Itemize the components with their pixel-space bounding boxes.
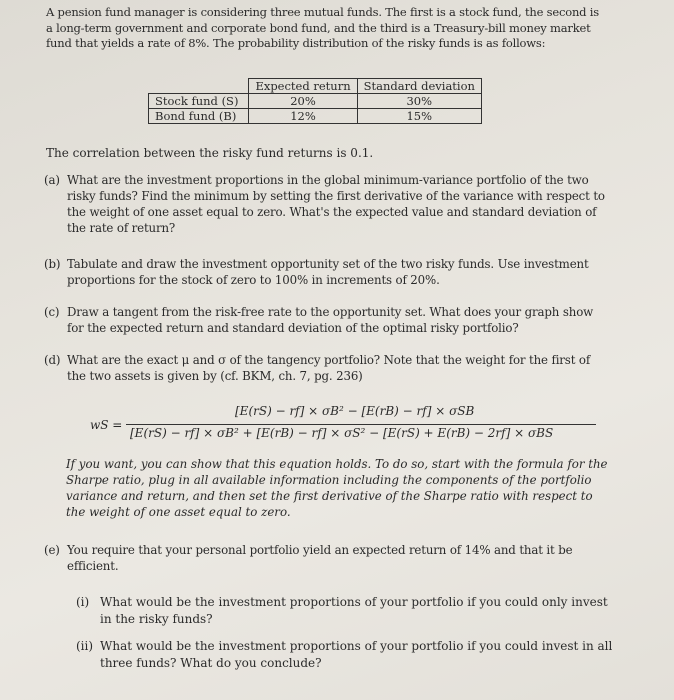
- table-row: [149, 109, 482, 124]
- question-c-text: Draw a tangent from the risk-free rate to the opportunity set. What does your graph show for the expected return and standard deviation of the optimal risky portfolio?: [67, 305, 594, 335]
- formula-denominator: [E(rS) − rf] × σB² + [E(rB) − rf] × σS² − [E(rS) + E(rB) − 2rf] × σBS: [130, 426, 554, 440]
- derivation-note: If you want, you can show that this equation holds. To do so, start with the formula for the Sharpe ratio, plug in all available information including the components of the portfolio variance and return, and then set the first derivative of the Sharpe ratio with respect to the weight of one asset equal to zero.: [66, 457, 608, 519]
- fund-table: [148, 78, 482, 124]
- question-e-label: (e): [44, 543, 60, 557]
- row-label-bond: Bond fund (B): [149, 109, 249, 124]
- question-b: [44, 256, 610, 288]
- question-a-text: What are the investment proportions in the global minimum-variance portfolio of the two risky funds? Find the minimum by setting the first derivative of the variance with respect to the weight of one asset equal to zero. What's the expected value and standard deviation of the rate of return?: [67, 173, 605, 235]
- question-e: [44, 542, 610, 574]
- fraction-bar: [126, 424, 596, 425]
- table-corner: [149, 79, 249, 94]
- header-standard-deviation: Standard deviation: [357, 79, 481, 94]
- sub-question-i-label: (i): [76, 595, 90, 609]
- stock-expected-return: 20%: [249, 94, 357, 109]
- bond-expected-return: 12%: [249, 109, 357, 124]
- sub-question-ii-text: What would be the investment proportions of your portfolio if you could invest in all three funds? What do you conclude?: [100, 639, 613, 670]
- sub-question-ii-label: (ii): [76, 639, 94, 653]
- table-header-row: [149, 79, 482, 94]
- question-c: [44, 304, 610, 336]
- question-c-label: (c): [44, 305, 60, 319]
- question-b-label: (b): [44, 257, 61, 271]
- question-b-text: Tabulate and draw the investment opportunity set of the two risky funds. Use investment proportions for the stock of zero to 100% in increments of 20%.: [67, 257, 589, 287]
- formula-lhs: wS =: [90, 418, 123, 432]
- question-a: [44, 172, 610, 236]
- sub-question-i-text: What would be the investment proportions of your portfolio if you could only invest in the risky funds?: [100, 595, 608, 626]
- formula-numerator: [E(rS) − rf] × σB² − [E(rB) − rf] × σSB: [235, 404, 475, 418]
- sub-question-i: [76, 594, 616, 628]
- stock-standard-deviation: 30%: [357, 94, 481, 109]
- bond-standard-deviation: 15%: [357, 109, 481, 124]
- sub-question-ii: [76, 638, 616, 672]
- row-label-stock: Stock fund (S): [149, 94, 249, 109]
- table-row: [149, 94, 482, 109]
- intro-paragraph: A pension fund manager is considering three mutual funds. The first is a stock fund, the second is a long-term government and corporate bond fund, and the third is a Treasury-bill money market fund that yields a rate of 8%. The probability distribution of the risky funds is as follows:: [46, 5, 599, 50]
- header-expected-return: Expected return: [249, 79, 357, 94]
- question-e-text: You require that your personal portfolio yield an expected return of 14% and that it be efficient.: [67, 543, 573, 573]
- correlation-statement: The correlation between the risky fund returns is 0.1.: [46, 146, 374, 160]
- question-a-label: (a): [44, 173, 60, 187]
- weight-formula: [90, 404, 630, 450]
- question-d-label: (d): [44, 353, 61, 367]
- question-d: [44, 352, 610, 384]
- question-d-text: What are the exact μ and σ of the tangency portfolio? Note that the weight for the first of the two assets is given by (cf. BKM, ch. 7, pg. 236): [67, 353, 591, 383]
